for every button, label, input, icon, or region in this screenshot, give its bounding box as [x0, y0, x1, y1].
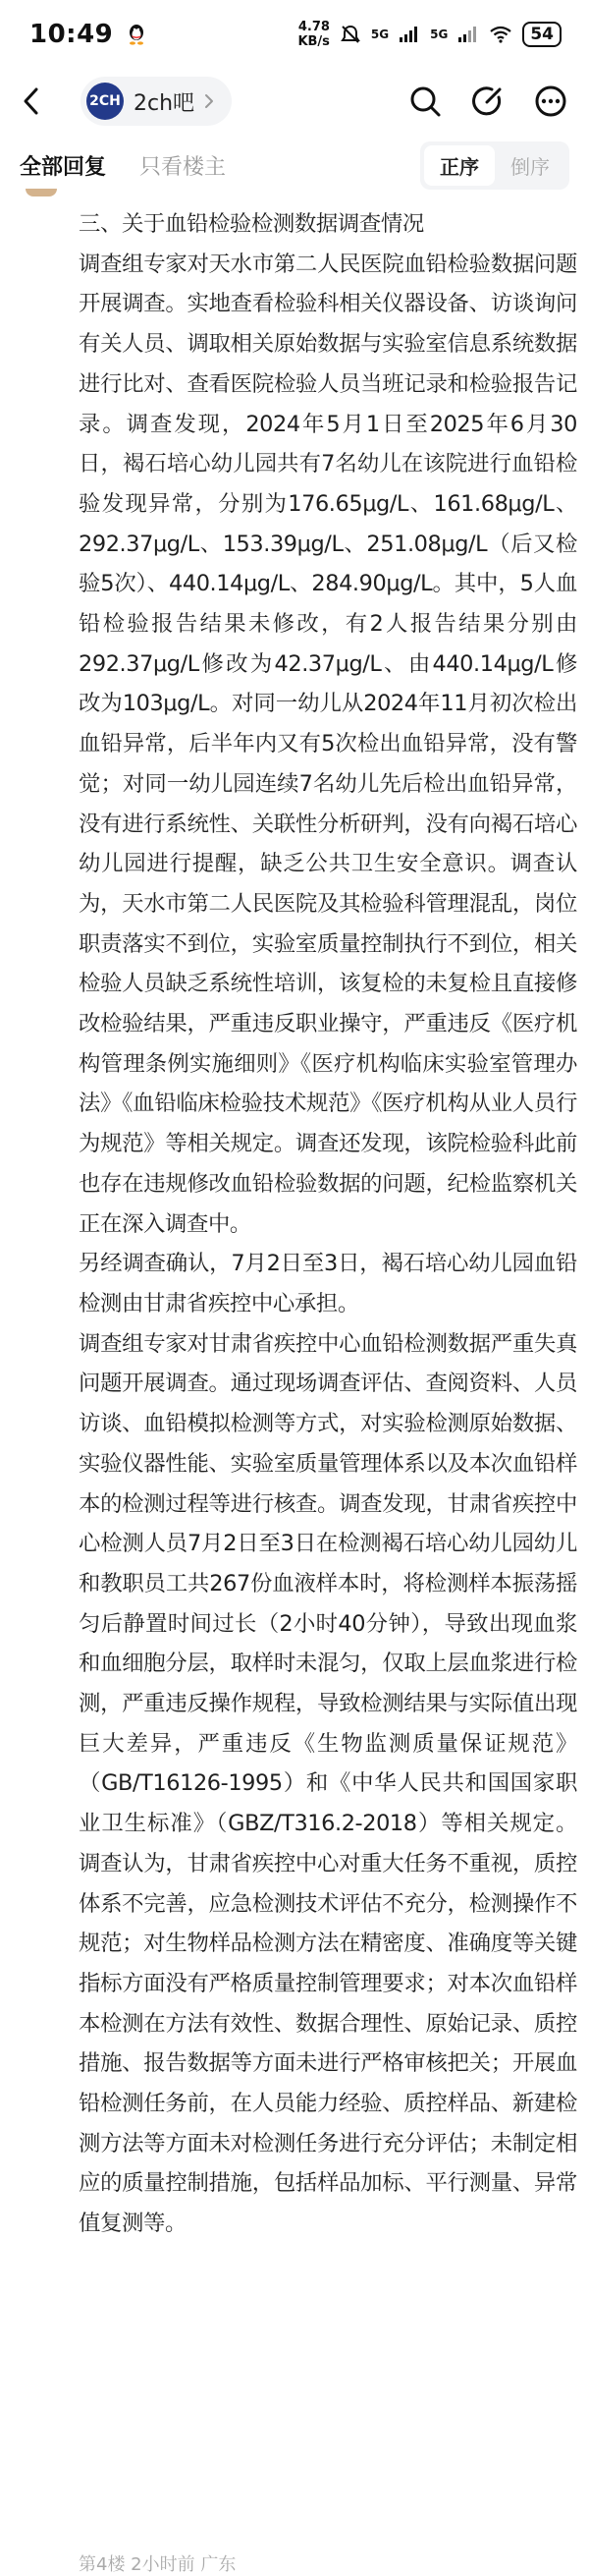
net-speed: [297, 20, 329, 49]
header-actions: [408, 84, 567, 118]
tab-all-replies[interactable]: 全部回复: [20, 154, 107, 180]
sort-toggle: [420, 141, 569, 190]
signal-icon: [457, 26, 479, 43]
forum-name: 2ch吧: [134, 90, 195, 116]
tab-op-only[interactable]: 只看楼主: [139, 154, 227, 180]
post-paragraph: 另经调查确认，7月2日至3日，褐石培心幼儿园血铅检测由甘肃省疾控中心承担。: [79, 1251, 577, 1316]
signal-label-2: 5G: [430, 28, 449, 41]
signal-icon: [399, 26, 420, 43]
mute-icon: [340, 24, 361, 45]
post-content: [79, 204, 577, 2244]
signal-label-1: 5G: [370, 28, 390, 41]
forum-chip[interactable]: [80, 77, 232, 126]
net-speed-unit: KB/s: [297, 34, 330, 49]
status-left: [29, 20, 146, 49]
sort-desc-button[interactable]: 倒序: [510, 154, 550, 179]
post-paragraph: 三、关于血铅检验检测数据调查情况: [79, 211, 424, 237]
edit-icon[interactable]: [471, 84, 505, 118]
reply-filter-bar: [0, 134, 589, 196]
qq-penguin-icon: [127, 23, 146, 46]
post-header: [0, 69, 589, 134]
back-button[interactable]: [22, 85, 61, 117]
battery-icon: 54: [522, 22, 562, 47]
chevron-right-icon: [204, 93, 214, 109]
forum-logo: 2CH: [86, 83, 124, 120]
status-time: 10:49: [29, 20, 114, 49]
net-speed-value: 4.78: [297, 20, 330, 34]
sort-asc-button[interactable]: 正序: [424, 145, 495, 186]
post-paragraph: 调查组专家对甘肃省疾控中心血铅检测数据严重失真问题开展调查。通过现场调查评估、查阅资料、人员访谈、血铅模拟检测等方式，对实验检测原始数据、实验仪器性能、实验室质量管理体系以及本次血铅样本的检测过程等进行核查。调查发现，甘肃省疾控中心检测人员7月2日至3日在检测褐石培心幼儿园幼儿和教职员工共267份血液样本时，将检测样本振荡摇匀后静置时间过长（2小时40分钟），导致出现血浆和血细胞分层，取样时未混匀，仅取上层血浆进行检测，严重违反操作规程，导致检测结果与实际值出现巨大差异，严重违反《生物监测质量保证规范》（GB/T16126-1995）和《中华人民共和国国家职业卫生标准》（GBZ/T316.2-2018）等相关规定。调查认为，甘肃省疾控中心对重大任务不重视，质控体系不完善，应急检测技术评估不充分，检测操作不规范；对生物样品检测方法在精密度、准确度等关键指标方面没有严格质量控制管理要求；对本次血铅样本检测在方法有效性、数据合理性、原始记录、质控措施、报告数据等方面未进行严格审核把关；开展血铅检测任务前，在人员能力经验、质控样品、新建检测方法等方面未对检测任务进行充分评估；未制定相应的质量控制措施，包括样品加标、平行测量、异常值复测等。: [79, 1330, 577, 2237]
search-icon[interactable]: [408, 84, 442, 118]
status-right: [297, 20, 562, 49]
wifi-icon: [489, 26, 512, 43]
avatar[interactable]: [26, 189, 57, 196]
post-meta: 第4楼 2小时前 广东: [79, 2554, 237, 2575]
back-icon: [22, 85, 41, 117]
status-bar: [0, 0, 589, 69]
more-icon[interactable]: [534, 84, 567, 118]
post-paragraph: 调查组专家对天水市第二人民医院血铅检验数据问题开展调查。实地查看检验科相关仪器设备、访谈询问有关人员、调取相关原始数据与实验室信息系统数据进行比对、查看医院检验人员当班记录和检验报告记录。调查发现，2024年5月1日至2025年6月30日，褐石培心幼儿园共有7名幼儿在该院进行血铅检验发现异常，分别为176.65μg/L、161.68μg/L、292.37μg/L、153.39μg/L、251.08μg/L（后又检验5次）、440.14μg/L、284.90μg/L。其中，5人血铅检验报告结果未修改，有2人报告结果分别由292.37μg/L修改为42.37μg/L、由440.14μg/L修改为103μg/L。对同一幼儿从2024年11月初次检出血铅异常，后半年内又有5次检出血铅异常，没有警觉；对同一幼儿园连续7名幼儿先后检出血铅异常，没有进行系统性、关联性分析研判，没有向褐石培心幼儿园进行提醒，缺乏公共卫生安全意识。调查认为，天水市第二人民医院及其检验科管理混乱，岗位职责落实不到位，实验室质量控制执行不到位，相关检验人员缺乏系统性培训，该复检的未复检且直接修改检验结果，严重违反职业操守，严重违反《医疗机构管理条例实施细则》《医疗机构临床实验室管理办法》《血铅临床检验技术规范》《医疗机构从业人员行为规范》等相关规定。调查还发现，该院检验科此前也存在违规修改血铅检验数据的问题，纪检监察机关正在深入调查中。: [79, 251, 577, 1237]
